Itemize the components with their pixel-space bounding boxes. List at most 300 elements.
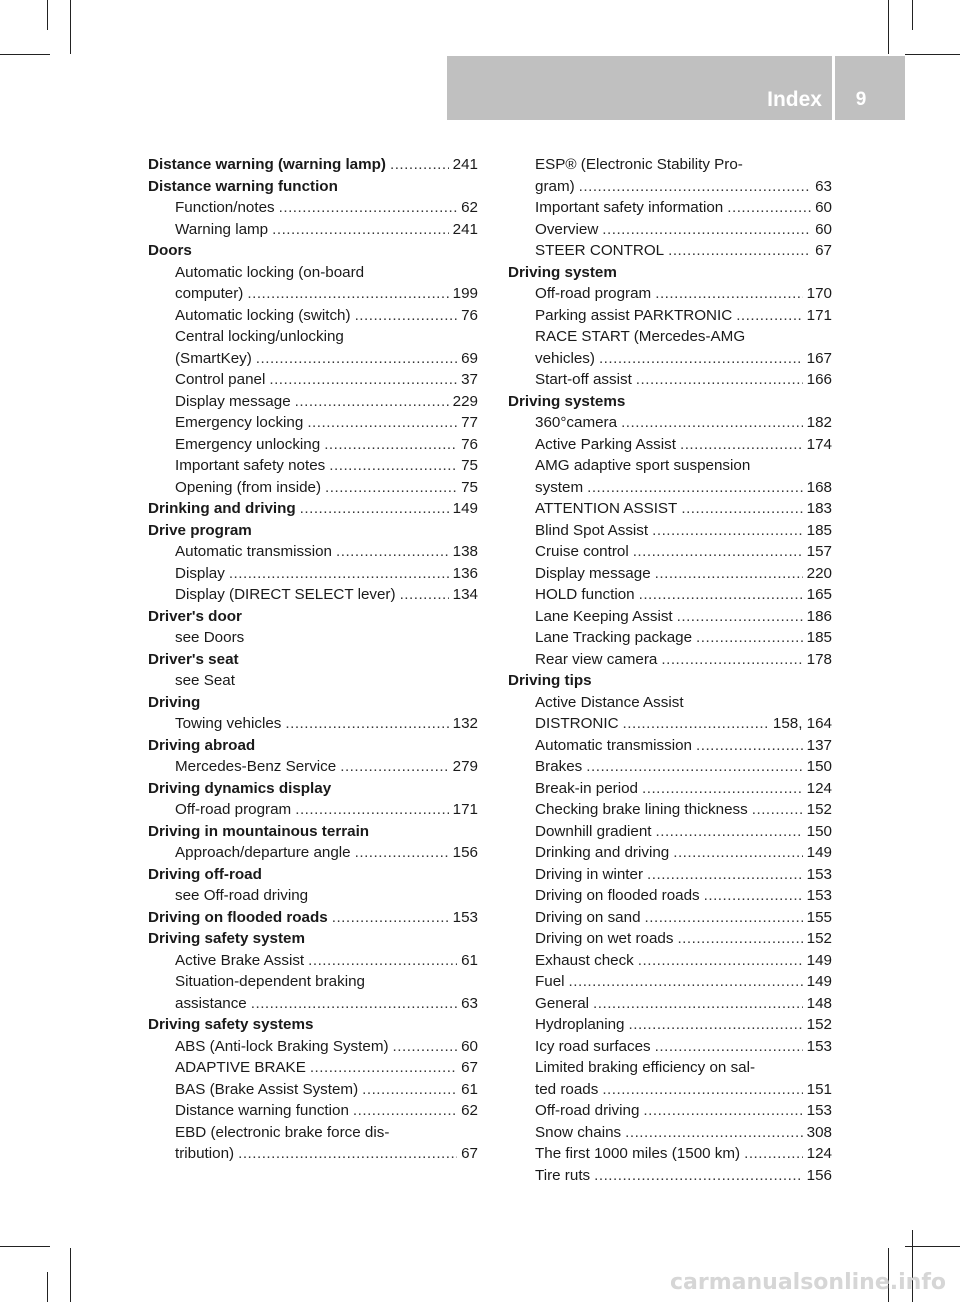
index-subentry <box>148 799 478 821</box>
index-subentry <box>508 1079 832 1101</box>
entry-text: STEER CONTROL <box>535 242 665 259</box>
index-subentry <box>148 1036 478 1058</box>
entry-text: Important safety information <box>535 199 724 216</box>
page-reference[interactable]: 138 <box>452 543 478 560</box>
dot-leader <box>593 993 803 1015</box>
dot-leader <box>752 799 803 821</box>
index-subentry <box>508 907 832 929</box>
dot-leader <box>727 197 811 219</box>
page-reference[interactable]: 153 <box>806 865 832 883</box>
page-reference[interactable]: 61 <box>461 1080 478 1098</box>
page-reference[interactable]: 152 <box>806 930 832 947</box>
dot-leader <box>325 477 457 499</box>
index-subentry <box>508 197 832 219</box>
entry-text: Control panel <box>175 371 266 388</box>
page-reference[interactable]: 153 <box>806 1102 832 1119</box>
index-subentry <box>148 670 478 692</box>
entry-text: Lane Keeping Assist <box>535 607 673 625</box>
index-subentry <box>148 627 478 649</box>
page-reference[interactable]: 153 <box>806 1037 832 1055</box>
entry-text: Driving system <box>508 263 617 281</box>
index-subentry <box>148 1100 478 1122</box>
entry-text: ADAPTIVE BRAKE <box>175 1059 306 1076</box>
index-heading <box>148 735 478 757</box>
dot-leader <box>586 756 802 778</box>
dot-leader <box>655 1036 803 1058</box>
entry-text: ABS (Anti-lock Braking System) <box>175 1037 389 1055</box>
page-reference[interactable]: 166 <box>806 371 832 388</box>
index-subentry <box>508 1122 832 1144</box>
page-reference[interactable]: 60 <box>815 199 832 216</box>
dot-leader <box>642 778 803 800</box>
crop-mark <box>70 1248 71 1302</box>
entry-text: assistance <box>175 994 247 1012</box>
entry-text: gram) <box>535 177 575 195</box>
dot-leader <box>353 1100 457 1122</box>
dot-leader <box>587 477 803 499</box>
entry-text: Emergency locking <box>175 414 304 431</box>
entry-text: EBD (electronic brake force dis- <box>175 1123 390 1141</box>
page-reference[interactable]: 171 <box>806 306 832 324</box>
index-subentry <box>508 541 832 563</box>
dot-leader <box>643 1100 802 1122</box>
dot-leader <box>579 176 811 198</box>
entry-text: Driving systems <box>508 392 626 410</box>
entry-text: Approach/departure angle <box>175 844 351 861</box>
index-subentry <box>508 649 832 671</box>
index-subentry <box>508 971 832 993</box>
dot-leader <box>744 1143 803 1165</box>
page-reference[interactable]: 37 <box>461 371 478 388</box>
index-subentry <box>508 864 832 886</box>
dot-leader <box>681 498 802 520</box>
entry-text: system <box>535 478 584 496</box>
index-heading <box>148 498 478 520</box>
entry-text: ESP® (Electronic Stability Pro- <box>535 156 743 173</box>
entry-text: Driving in winter <box>535 865 644 883</box>
page-reference[interactable]: 153 <box>806 887 832 904</box>
page-reference[interactable]: 171 <box>452 801 478 818</box>
index-heading <box>148 606 478 628</box>
index-heading <box>148 692 478 714</box>
crop-mark <box>905 54 960 55</box>
dot-leader <box>300 498 449 520</box>
dot-leader <box>310 1057 457 1079</box>
index-subentry <box>148 541 478 563</box>
dot-leader <box>677 928 802 950</box>
index-subentry <box>508 584 832 606</box>
entry-text: Important safety notes <box>175 457 326 474</box>
crop-mark <box>47 1272 48 1302</box>
page-reference[interactable]: 153 <box>452 908 478 926</box>
entry-text: Rear view camera <box>535 650 658 668</box>
entry-text: Driving abroad <box>148 736 256 754</box>
page-reference[interactable]: 149 <box>806 951 832 969</box>
entry-text: Central locking/unlocking <box>175 328 344 345</box>
page-reference[interactable]: 134 <box>452 586 478 603</box>
index-subentry <box>148 455 478 477</box>
entry-text: DISTRONIC <box>535 715 619 732</box>
index-subentry <box>508 176 832 198</box>
entry-text: Display <box>175 564 225 582</box>
page-reference[interactable]: 136 <box>452 564 478 582</box>
index-subentry <box>508 606 832 628</box>
dot-leader <box>696 735 803 757</box>
dot-leader <box>599 348 803 370</box>
index-subentry <box>148 262 478 284</box>
dot-leader <box>393 1036 458 1058</box>
dot-leader <box>229 563 449 585</box>
index-subentry <box>148 348 478 370</box>
index-subentry <box>148 950 478 972</box>
crop-mark <box>905 1246 960 1247</box>
index-subentry <box>508 1100 832 1122</box>
entry-text: Hydroplaning <box>535 1016 625 1033</box>
dot-leader <box>390 154 449 176</box>
entry-text: Mercedes-Benz Service <box>175 758 337 775</box>
page-reference[interactable]: 77 <box>461 414 478 431</box>
entry-text: Brakes <box>535 758 583 775</box>
dot-leader <box>307 412 457 434</box>
dot-leader <box>256 348 457 370</box>
page-reference[interactable]: 149 <box>806 844 832 861</box>
dot-leader <box>272 219 449 241</box>
index-subentry <box>508 412 832 434</box>
page-reference[interactable]: 186 <box>806 607 832 625</box>
page-reference[interactable]: 241 <box>452 220 478 238</box>
dot-leader <box>247 283 448 305</box>
page-reference[interactable]: 149 <box>452 500 478 517</box>
dot-leader <box>602 1079 802 1101</box>
page-reference[interactable]: 132 <box>452 715 478 732</box>
page-reference[interactable]: 170 <box>806 285 832 302</box>
entry-text: see Seat <box>175 672 235 689</box>
index-subentry <box>148 283 478 305</box>
page-reference[interactable]: 61 <box>461 951 478 969</box>
index-subentry <box>508 950 832 972</box>
entry-text: HOLD function <box>535 586 635 603</box>
page-reference[interactable]: 60 <box>461 1037 478 1055</box>
entry-text: Lane Tracking package <box>535 629 693 646</box>
page-reference[interactable]: 308 <box>806 1123 832 1141</box>
section-title: Index <box>767 88 822 111</box>
page-reference[interactable]: 60 <box>815 220 832 238</box>
page-reference[interactable]: 67 <box>461 1059 478 1076</box>
page-reference[interactable]: 137 <box>806 736 832 754</box>
index-subentry <box>148 1079 478 1101</box>
entry-text: BAS (Brake Assist System) <box>175 1080 359 1098</box>
index-subentry <box>148 885 478 907</box>
dot-leader <box>638 950 803 972</box>
crop-mark <box>0 1246 50 1247</box>
page-reference[interactable]: 62 <box>461 199 478 216</box>
index-subentry <box>148 434 478 456</box>
entry-text: ATTENTION ASSIST <box>535 500 678 517</box>
page-reference[interactable]: 67 <box>461 1145 478 1162</box>
index-heading <box>148 1014 478 1036</box>
dot-leader <box>647 864 803 886</box>
page-reference[interactable]: 156 <box>806 1166 832 1184</box>
entry-text: Tire ruts <box>535 1166 591 1184</box>
entry-text: Function/notes <box>175 199 275 216</box>
page-reference[interactable]: 152 <box>806 1016 832 1033</box>
entry-text: Driving tips <box>508 672 592 689</box>
page-reference[interactable]: 152 <box>806 801 832 818</box>
entry-text: Display message <box>535 564 651 582</box>
dot-leader <box>400 584 449 606</box>
index-heading <box>148 154 478 176</box>
dot-leader <box>621 412 803 434</box>
page-reference[interactable]: 182 <box>806 414 832 431</box>
dot-leader <box>639 584 803 606</box>
index-subentry <box>148 412 478 434</box>
entry-text: Driving safety systems <box>148 1016 314 1033</box>
dot-leader <box>340 756 448 778</box>
dot-leader <box>656 821 803 843</box>
entry-text: RACE START (Mercedes-AMG <box>535 328 746 345</box>
index-heading <box>148 864 478 886</box>
index-subentry <box>148 477 478 499</box>
entry-text: Distance warning function <box>148 177 338 195</box>
dot-leader <box>655 563 803 585</box>
page-reference[interactable]: 183 <box>806 500 832 517</box>
entry-text: Display (DIRECT SELECT lever) <box>175 586 396 603</box>
entry-text: tribution) <box>175 1145 235 1162</box>
index-heading <box>148 821 478 843</box>
entry-text: General <box>535 994 590 1012</box>
index-subentry <box>508 756 832 778</box>
index-heading <box>508 262 832 284</box>
index-subentry <box>148 584 478 606</box>
dot-leader <box>336 541 449 563</box>
index-subentry <box>508 520 832 542</box>
index-subentry <box>148 842 478 864</box>
dot-leader <box>308 950 457 972</box>
dot-leader <box>655 283 802 305</box>
dot-leader <box>623 713 769 735</box>
entry-text: Cruise control <box>535 543 629 560</box>
entry-text: Display message <box>175 392 291 410</box>
page-reference[interactable]: 76 <box>461 435 478 453</box>
index-heading <box>508 670 832 692</box>
dot-leader <box>295 799 448 821</box>
page-reference[interactable]: 174 <box>806 435 832 453</box>
index-subentry <box>508 928 832 950</box>
entry-text: ted roads <box>535 1080 599 1098</box>
entry-text: Emergency unlocking <box>175 435 321 453</box>
page-reference[interactable]: 75 <box>461 478 478 496</box>
entry-text: Off-road program <box>175 801 292 818</box>
page-reference[interactable]: 76 <box>461 306 478 324</box>
index-subentry <box>508 1057 832 1079</box>
page-reference[interactable]: 124 <box>806 1145 832 1162</box>
entry-text: Driver's seat <box>148 650 239 668</box>
page-reference[interactable]: 165 <box>806 586 832 603</box>
page-reference[interactable]: 185 <box>806 629 832 646</box>
page-reference[interactable]: 279 <box>452 758 478 775</box>
dot-leader <box>633 541 803 563</box>
entry-text: Active Parking Assist <box>535 435 676 453</box>
index-subentry <box>148 197 478 219</box>
entry-text: Drinking and driving <box>148 500 296 517</box>
entry-text: Warning lamp <box>175 220 269 238</box>
index-column-right <box>508 154 832 1186</box>
index-subentry <box>148 563 478 585</box>
page-reference[interactable]: 178 <box>806 650 832 668</box>
entry-text: vehicles) <box>535 349 595 367</box>
dot-leader <box>636 369 803 391</box>
dot-leader <box>704 885 803 907</box>
page-reference[interactable]: 69 <box>461 349 478 367</box>
page-reference[interactable]: 158, 164 <box>772 715 832 732</box>
entry-text: Active Distance Assist <box>535 693 684 711</box>
entry-text: see Off-road driving <box>175 887 309 904</box>
index-subentry <box>508 455 832 477</box>
index-subentry <box>148 756 478 778</box>
page-reference[interactable]: 157 <box>806 543 832 560</box>
index-subentry <box>508 434 832 456</box>
entry-text: Break-in period <box>535 779 638 797</box>
dot-leader <box>668 240 811 262</box>
dot-leader <box>329 455 457 477</box>
page-reference[interactable]: 199 <box>452 285 478 302</box>
page-reference[interactable]: 75 <box>461 457 478 474</box>
page-reference[interactable]: 185 <box>806 521 832 539</box>
index-subentry <box>148 1122 478 1144</box>
index-subentry <box>508 627 832 649</box>
page-reference[interactable]: 241 <box>452 156 478 173</box>
index-subentry <box>508 1165 832 1187</box>
index-subentry <box>148 326 478 348</box>
dot-leader <box>661 649 802 671</box>
index-subentry <box>148 369 478 391</box>
index-subentry <box>508 219 832 241</box>
page-reference[interactable]: 167 <box>806 349 832 367</box>
page-reference[interactable]: 67 <box>815 242 832 259</box>
dot-leader <box>602 219 811 241</box>
index-subentry <box>508 1143 832 1165</box>
dot-leader <box>355 305 458 327</box>
entry-text: Downhill gradient <box>535 822 652 840</box>
page-reference[interactable]: 149 <box>806 973 832 990</box>
entry-text: AMG adaptive sport suspension <box>535 457 751 474</box>
index-column-left <box>148 154 478 1165</box>
entry-text: Driving on wet roads <box>535 930 674 947</box>
entry-text: Fuel <box>535 973 565 990</box>
index-subentry <box>508 821 832 843</box>
dot-leader <box>736 305 802 327</box>
entry-text: Driving on sand <box>535 908 641 926</box>
entry-text: Drive program <box>148 521 252 539</box>
dot-leader <box>279 197 457 219</box>
crop-mark <box>70 0 71 54</box>
dot-leader <box>355 842 449 864</box>
index-subentry <box>508 993 832 1015</box>
index-subentry <box>148 713 478 735</box>
page-reference[interactable]: 229 <box>452 392 478 410</box>
index-subentry <box>508 305 832 327</box>
entry-text: Automatic transmission <box>535 736 692 754</box>
index-subentry <box>508 1036 832 1058</box>
index-heading <box>148 176 478 198</box>
entry-text: Off-road driving <box>535 1102 640 1119</box>
page-reference[interactable]: 124 <box>806 779 832 797</box>
entry-text: Distance warning (warning lamp) <box>148 156 386 173</box>
crop-mark <box>0 54 50 55</box>
header-divider <box>832 56 835 120</box>
entry-text: Snow chains <box>535 1123 622 1141</box>
dot-leader <box>652 520 803 542</box>
index-subentry <box>508 885 832 907</box>
entry-text: Blind Spot Assist <box>535 521 649 539</box>
page-reference[interactable]: 220 <box>806 564 832 582</box>
index-subentry <box>508 154 832 176</box>
index-subentry <box>508 348 832 370</box>
entry-text: (SmartKey) <box>175 349 252 367</box>
index-subentry <box>508 713 832 735</box>
index-subentry <box>508 799 832 821</box>
index-heading <box>148 907 478 929</box>
entry-text: Active Brake Assist <box>175 951 305 969</box>
page-number: 9 <box>855 89 867 110</box>
page-reference[interactable]: 63 <box>815 177 832 195</box>
dot-leader <box>673 842 802 864</box>
index-heading <box>148 240 478 262</box>
index-subentry <box>508 842 832 864</box>
entry-text: Situation-dependent braking <box>175 973 365 990</box>
entry-text: Limited braking efficiency on sal- <box>535 1059 756 1076</box>
page-reference[interactable]: 62 <box>461 1102 478 1119</box>
dot-leader <box>594 1165 803 1187</box>
entry-text: Automatic transmission <box>175 543 332 560</box>
crop-mark <box>888 0 889 54</box>
dot-leader <box>629 1014 803 1036</box>
index-subentry <box>148 219 478 241</box>
entry-text: Driving <box>148 693 201 711</box>
page-reference[interactable]: 151 <box>806 1080 832 1098</box>
index-heading <box>148 778 478 800</box>
dot-leader <box>324 434 457 456</box>
dot-leader <box>238 1143 457 1165</box>
page-reference[interactable]: 155 <box>806 908 832 926</box>
entry-text: Towing vehicles <box>175 715 282 732</box>
index-subentry <box>508 735 832 757</box>
dot-leader <box>645 907 803 929</box>
dot-leader <box>285 713 448 735</box>
dot-leader <box>362 1079 457 1101</box>
index-subentry <box>508 692 832 714</box>
index-subentry <box>508 369 832 391</box>
index-subentry <box>508 283 832 305</box>
index-heading <box>508 391 832 413</box>
index-subentry <box>148 971 478 993</box>
index-subentry <box>508 477 832 499</box>
dot-leader <box>332 907 449 929</box>
index-heading <box>148 928 478 950</box>
page-reference[interactable]: 156 <box>452 844 478 861</box>
page-reference[interactable]: 150 <box>806 758 832 775</box>
entry-text: Parking assist PARKTRONIC <box>535 306 733 324</box>
page-reference[interactable]: 148 <box>806 994 832 1012</box>
entry-text: Doors <box>148 242 192 259</box>
index-subentry <box>148 1057 478 1079</box>
index-subentry <box>148 305 478 327</box>
entry-text: computer) <box>175 285 244 302</box>
page-reference[interactable]: 63 <box>461 994 478 1012</box>
page-reference[interactable]: 150 <box>806 822 832 840</box>
page-reference[interactable]: 168 <box>806 478 832 496</box>
entry-text: Drinking and driving <box>535 844 670 861</box>
